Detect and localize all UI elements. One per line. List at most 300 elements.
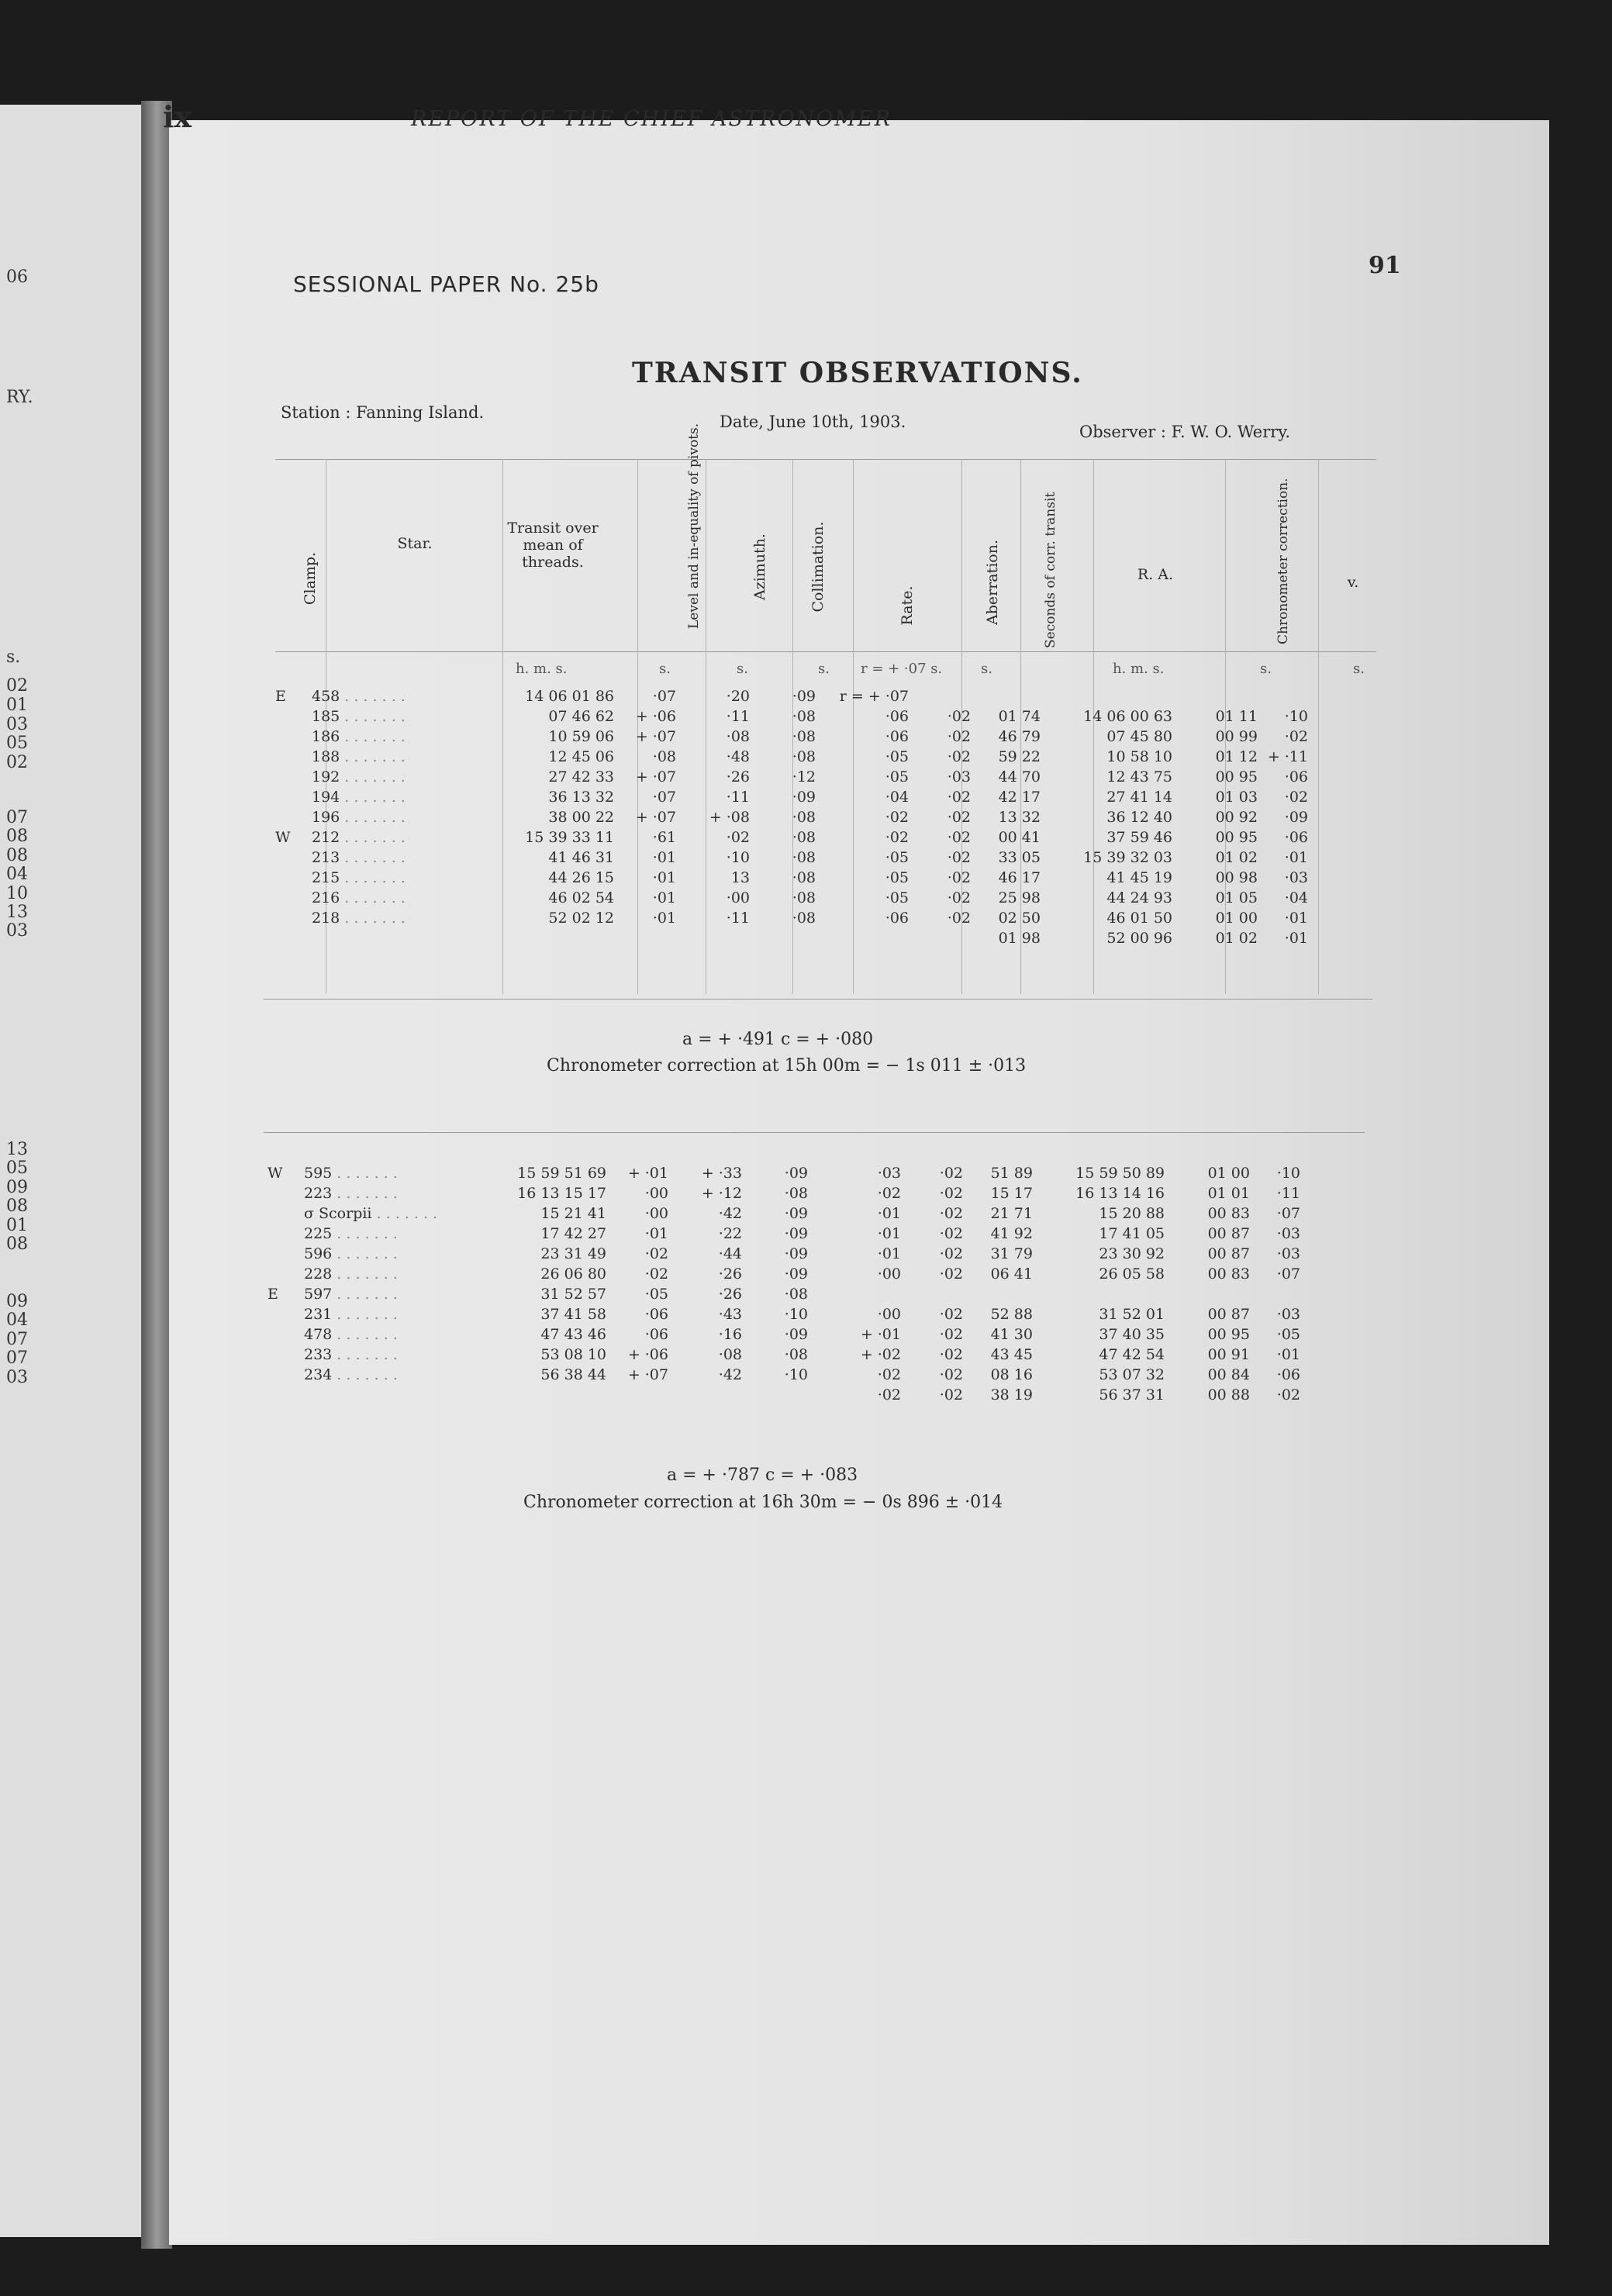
facing-page-fragment: 13 [6, 903, 28, 922]
cell-chron: 01 05 [1215, 889, 1258, 906]
col-transit: Transit over mean of threads. [507, 520, 599, 571]
cell-col: ·08 [792, 849, 816, 866]
cell-ra: 46 01 50 [1106, 910, 1172, 927]
col-rule [1318, 459, 1319, 994]
table-row [268, 1203, 1300, 1224]
table-row [275, 928, 1308, 948]
cell-ab [909, 686, 971, 706]
cell-ra: 14 06 00 63 [1083, 708, 1172, 725]
cell-star: 225 . . . . . . . [304, 1225, 398, 1242]
cell-az: ·16 [718, 1326, 742, 1343]
cell-chron: 01 02 [1215, 930, 1258, 947]
cell-transit: 15 39 33 11 [525, 829, 614, 846]
cell-ab: ·02 [939, 1306, 963, 1323]
cell-clamp [275, 706, 295, 727]
table-row [268, 1345, 1300, 1365]
cell-rate: r = + ·07 [839, 688, 909, 705]
cell-col: ·08 [792, 889, 816, 906]
cell-transit: 31 52 57 [540, 1286, 606, 1303]
cell-chron: 00 87 [1207, 1245, 1250, 1262]
cell-col: ·08 [792, 869, 816, 886]
cell-rate: ·05 [885, 768, 909, 785]
cell-ra: 07 45 80 [1106, 728, 1172, 745]
cell-v: ·03 [1276, 1245, 1300, 1262]
cell-level: ·61 [652, 829, 676, 846]
facing-page-fragment: 02 [6, 676, 28, 696]
transit-table-2 [268, 1163, 1300, 1405]
transit-table-1 [275, 686, 1308, 948]
cell-az: ·42 [718, 1205, 742, 1222]
leader-dots: . . . . . . . [332, 1286, 398, 1303]
cell-az: ·43 [718, 1306, 742, 1323]
cell-az: ·08 [718, 1346, 742, 1363]
running-title: REPORT OF THE CHIEF ASTRONOMER [411, 107, 892, 131]
cell-rate: ·06 [885, 910, 909, 927]
cell-chron: 00 99 [1215, 728, 1258, 745]
cell-az [668, 1385, 742, 1405]
cell-ab: ·02 [947, 869, 971, 886]
cell-rate: ·04 [885, 789, 909, 806]
cell-chron: 01 11 [1215, 708, 1258, 725]
table-row [275, 767, 1308, 787]
cell-v: ·01 [1276, 1346, 1300, 1363]
observer: Observer : F. W. O. Werry. [1079, 423, 1291, 441]
leader-dots: . . . . . . . [332, 1225, 398, 1242]
cell-v: ·01 [1284, 930, 1308, 947]
leader-dots: . . . . . . . [332, 1245, 398, 1262]
cell-level [614, 928, 676, 948]
cell-sec: 52 88 [990, 1306, 1033, 1323]
cell-col [742, 1385, 808, 1405]
cell-ra: 36 12 40 [1106, 809, 1172, 826]
cell-v: ·02 [1284, 789, 1308, 806]
cell-az: ·48 [726, 748, 750, 765]
cell-level: ·00 [644, 1205, 668, 1222]
cell-clamp: W [275, 829, 291, 846]
cell-v: ·03 [1276, 1306, 1300, 1323]
cell-level: ·02 [644, 1245, 668, 1262]
table-row [275, 706, 1308, 727]
cell-ab: ·03 [947, 768, 971, 785]
cell-rate: ·05 [885, 748, 909, 765]
cell-clamp: E [275, 688, 286, 705]
cell-transit: 52 02 12 [548, 910, 614, 927]
cell-col: ·09 [792, 688, 816, 705]
cell-clamp [268, 1304, 287, 1324]
cell-rate: ·02 [877, 1185, 901, 1202]
cell-clamp: E [268, 1286, 278, 1303]
leader-dots: . . . . . . . [332, 1366, 398, 1383]
cell-ab: ·02 [947, 809, 971, 826]
leader-dots: . . . . . . . [332, 1306, 398, 1323]
cell-rate: ·06 [885, 708, 909, 725]
cell-az: ·08 [726, 728, 750, 745]
header-top-rule [275, 459, 1376, 460]
cell-transit: 36 13 32 [548, 789, 614, 806]
table-row [268, 1163, 1300, 1183]
cell-chron: 01 02 [1215, 849, 1258, 866]
cell-ab: ·02 [939, 1346, 963, 1363]
cell-az: ·02 [726, 829, 750, 846]
cell-level: ·00 [644, 1185, 668, 1202]
cell-ra: 37 59 46 [1106, 829, 1172, 846]
cell-v: ·07 [1276, 1265, 1300, 1283]
cell-col: ·08 [792, 728, 816, 745]
cell-ab: ·02 [939, 1225, 963, 1242]
cell-col: ·09 [792, 789, 816, 806]
cell-ra [1041, 686, 1172, 706]
cell-sec: 02 50 [998, 910, 1041, 927]
cell-chron: 00 87 [1207, 1225, 1250, 1242]
facing-page-fragment: 09 [6, 1178, 28, 1197]
cell-rate: ·02 [877, 1366, 901, 1383]
cell-clamp [268, 1365, 287, 1385]
cell-ab [909, 928, 971, 948]
cell-ra: 10 58 10 [1106, 748, 1172, 765]
cell-star: 194 . . . . . . . [312, 789, 406, 806]
cell-col: ·08 [792, 809, 816, 826]
table-row [268, 1264, 1300, 1284]
cell-transit: 47 43 46 [540, 1326, 606, 1343]
cell-clamp [268, 1244, 287, 1264]
cell-col: ·08 [792, 910, 816, 927]
table-row [268, 1284, 1300, 1304]
unit-label: h. m. s. [1113, 661, 1165, 677]
cell-clamp [275, 868, 295, 888]
cell-v: ·11 [1276, 1185, 1300, 1202]
cell-ra [1033, 1284, 1165, 1304]
cell-chron: 00 98 [1215, 869, 1258, 886]
cell-clamp [268, 1183, 287, 1203]
cell-level: + ·07 [635, 728, 676, 745]
cell-sec: 38 19 [990, 1386, 1033, 1403]
cell-transit: 10 59 06 [548, 728, 614, 745]
leader-dots: . . . . . . . [340, 789, 406, 806]
unit-label: s. [659, 661, 671, 677]
cell-transit: 12 45 06 [548, 748, 614, 765]
cell-sec: 42 17 [998, 789, 1041, 806]
cell-clamp: W [268, 1165, 283, 1182]
cell-ab: ·02 [939, 1245, 963, 1262]
table-row [275, 727, 1308, 747]
leader-dots: . . . . . . . [340, 829, 406, 846]
cell-ra: 56 37 31 [1099, 1386, 1165, 1403]
cell-level: ·08 [652, 748, 676, 765]
col-level: Level and in-equality of pivots. [686, 423, 702, 629]
cell-col: ·12 [792, 768, 816, 785]
cell-az: ·00 [726, 889, 750, 906]
cell-chron: 00 92 [1215, 809, 1258, 826]
cell-az: + ·33 [701, 1165, 742, 1182]
cell-level: ·01 [652, 910, 676, 927]
cell-star: 231 . . . . . . . [304, 1306, 398, 1323]
cell-chron: 00 91 [1207, 1346, 1250, 1363]
cell-sec: 41 30 [990, 1326, 1033, 1343]
cell-ra: 26 05 58 [1099, 1265, 1165, 1283]
cell-ra: 16 13 14 16 [1075, 1185, 1165, 1202]
cell-sec: 01 74 [998, 708, 1041, 725]
cell-ab: ·02 [947, 829, 971, 846]
cell-star: 458 . . . . . . . [312, 688, 406, 705]
leader-dots: . . . . . . . [340, 869, 406, 886]
cell-ab [901, 1284, 963, 1304]
cell-v: ·10 [1284, 708, 1308, 725]
unit-label: s. [1260, 661, 1272, 677]
cell-rate: ·01 [877, 1245, 901, 1262]
section-label: ix [163, 99, 192, 134]
table-row [275, 848, 1308, 868]
cell-transit: 46 02 54 [548, 889, 614, 906]
cell-transit [482, 928, 614, 948]
col-aberration: Aberration. [984, 539, 1001, 626]
leader-dots: . . . . . . . [332, 1326, 398, 1343]
cell-col: ·09 [784, 1165, 808, 1182]
table-1-bottom-rule [264, 999, 1372, 1000]
cell-level: + ·06 [627, 1346, 668, 1363]
cell-col: ·10 [784, 1306, 808, 1323]
facing-page-fragment: 03 [6, 1368, 28, 1387]
page-number: 91 [1369, 252, 1401, 279]
cell-clamp [275, 888, 295, 908]
cell-sec [963, 1284, 1033, 1304]
cell-star: 213 . . . . . . . [312, 849, 406, 866]
cell-v: ·01 [1284, 910, 1308, 927]
facing-page-fragment: 08 [6, 1234, 28, 1254]
cell-sec: 13 32 [998, 809, 1041, 826]
cell-level: + ·07 [635, 768, 676, 785]
facing-page-fragment: 04 [6, 1310, 28, 1330]
cell-star: 215 . . . . . . . [312, 869, 406, 886]
cell-v: ·02 [1284, 728, 1308, 745]
cell-az: + ·12 [701, 1185, 742, 1202]
cell-chron: 00 95 [1207, 1326, 1250, 1343]
cell-sec: 33 05 [998, 849, 1041, 866]
cell-rate [816, 928, 909, 948]
cell-transit: 15 21 41 [540, 1205, 606, 1222]
unit-label: s. [818, 661, 830, 677]
leader-dots: . . . . . . . [340, 728, 406, 745]
cell-az [676, 928, 750, 948]
cell-transit: 23 31 49 [540, 1245, 606, 1262]
cell-sec: 46 79 [998, 728, 1041, 745]
leader-dots: . . . . . . . [371, 1205, 438, 1222]
cell-ra: 44 24 93 [1106, 889, 1172, 906]
cell-az: ·11 [726, 910, 750, 927]
unit-label: s. [1353, 661, 1365, 677]
cell-sec: 08 16 [990, 1366, 1033, 1383]
cell-ab: ·02 [939, 1326, 963, 1343]
cell-chron: 00 87 [1207, 1306, 1250, 1323]
cell-v: ·10 [1276, 1165, 1300, 1182]
cell-transit [475, 1385, 606, 1405]
leader-dots: . . . . . . . [340, 748, 406, 765]
facing-page-fragment: 03 [6, 715, 28, 734]
cell-level: ·07 [652, 789, 676, 806]
cell-az: ·44 [718, 1245, 742, 1262]
cell-clamp [275, 908, 295, 928]
col-seconds: Seconds of corr. transit [1043, 492, 1058, 648]
cell-transit: 38 00 22 [548, 809, 614, 826]
cell-rate: ·02 [885, 829, 909, 846]
cell-rate: ·05 [885, 869, 909, 886]
cell-clamp [275, 787, 295, 807]
cell-ra: 15 20 88 [1099, 1205, 1165, 1222]
cell-ra: 15 59 50 89 [1075, 1165, 1165, 1182]
cell-sec: 01 98 [998, 930, 1041, 947]
cell-chron [1165, 1284, 1250, 1304]
cell-clamp [268, 1264, 287, 1284]
table-row [275, 888, 1308, 908]
table-row [275, 908, 1308, 928]
cell-transit: 27 42 33 [548, 768, 614, 785]
cell-ra: 41 45 19 [1106, 869, 1172, 886]
cell-level: + ·07 [635, 809, 676, 826]
cell-transit: 44 26 15 [548, 869, 614, 886]
cell-ra: 27 41 14 [1106, 789, 1172, 806]
cell-chron: 00 83 [1207, 1205, 1250, 1222]
cell-rate: ·02 [885, 809, 909, 826]
table-row [268, 1183, 1300, 1203]
col-clamp: Clamp. [302, 551, 319, 606]
cell-az: ·11 [726, 708, 750, 725]
col-ra: R. A. [1137, 566, 1174, 583]
col-v: v. [1347, 574, 1359, 591]
cell-az: ·26 [718, 1265, 742, 1283]
table-row [268, 1365, 1300, 1385]
cell-rate: ·05 [885, 889, 909, 906]
unit-label: r = + ·07 s. [861, 661, 943, 677]
cell-v: ·03 [1284, 869, 1308, 886]
cell-v: ·06 [1284, 768, 1308, 785]
cell-ab: ·02 [939, 1366, 963, 1383]
cell-col: ·08 [784, 1286, 808, 1303]
leader-dots: . . . . . . . [340, 849, 406, 866]
cell-chron: 01 00 [1207, 1165, 1250, 1182]
cell-ab: ·02 [947, 849, 971, 866]
table-row [275, 686, 1308, 706]
cell-level: ·02 [644, 1265, 668, 1283]
cell-col [750, 928, 816, 948]
table-row [275, 868, 1308, 888]
cell-level: ·05 [644, 1286, 668, 1303]
cell-v: ·07 [1276, 1205, 1300, 1222]
cell-transit: 56 38 44 [540, 1366, 606, 1383]
facing-page-fragment: 03 [6, 921, 28, 941]
cell-az: ·20 [726, 688, 750, 705]
cell-col: ·09 [784, 1205, 808, 1222]
facing-page-fragment: s. [6, 647, 21, 667]
cell-chron: 00 95 [1215, 768, 1258, 785]
cell-sec: 21 71 [990, 1205, 1033, 1222]
cell-rate: ·00 [877, 1306, 901, 1323]
cell-az: 13 [730, 869, 750, 886]
cell-az: ·26 [718, 1286, 742, 1303]
cell-level: ·01 [644, 1225, 668, 1242]
facing-page-fragment: RY. [6, 388, 33, 407]
cell-star: 186 . . . . . . . [312, 728, 406, 745]
cell-col: ·08 [784, 1346, 808, 1363]
cell-clamp [268, 1224, 287, 1244]
cell-star: 196 . . . . . . . [312, 809, 406, 826]
facing-page-fragment: 08 [6, 1196, 28, 1216]
cell-clamp [275, 747, 295, 767]
cell-ra: 23 30 92 [1099, 1245, 1165, 1262]
cell-transit: 26 06 80 [540, 1265, 606, 1283]
cell-ab: ·02 [947, 728, 971, 745]
cell-az: ·26 [726, 768, 750, 785]
cell-v [1258, 686, 1308, 706]
facing-page-fragment: 06 [6, 268, 28, 287]
leader-dots: . . . . . . . [340, 809, 406, 826]
cell-chron: 00 95 [1215, 829, 1258, 846]
cell-star: σ Scorpii . . . . . . . [304, 1205, 438, 1222]
table-row [268, 1224, 1300, 1244]
cell-chron: 01 01 [1207, 1185, 1250, 1202]
leader-dots: . . . . . . . [332, 1265, 398, 1283]
cell-level: ·06 [644, 1306, 668, 1323]
cell-az: ·42 [718, 1366, 742, 1383]
cell-clamp [268, 1324, 287, 1345]
cell-v: ·01 [1284, 849, 1308, 866]
cell-ab: ·02 [939, 1165, 963, 1182]
cell-sec: 25 98 [998, 889, 1041, 906]
cell-sec: 59 22 [998, 748, 1041, 765]
cell-rate: + ·02 [860, 1346, 901, 1363]
leader-dots: . . . . . . . [332, 1165, 398, 1182]
page-title: TRANSIT OBSERVATIONS. [632, 357, 1083, 389]
cell-rate: ·06 [885, 728, 909, 745]
cell-star: 223 . . . . . . . [304, 1185, 398, 1202]
cell-v: ·02 [1276, 1386, 1300, 1403]
cell-az: ·22 [718, 1225, 742, 1242]
cell-col: ·08 [784, 1185, 808, 1202]
cell-ra: 15 39 32 03 [1083, 849, 1172, 866]
cell-ab: ·02 [939, 1185, 963, 1202]
cell-sec [971, 686, 1041, 706]
cell-star: 185 . . . . . . . [312, 708, 406, 725]
cell-rate: ·02 [877, 1386, 901, 1403]
cell-star: 228 . . . . . . . [304, 1265, 398, 1283]
table-row [275, 827, 1308, 848]
cell-ra: 52 00 96 [1106, 930, 1172, 947]
col-rate: Rate. [899, 585, 916, 626]
cell-sec: 43 45 [990, 1346, 1033, 1363]
table-1-chronometer-correction: Chronometer correction at 15h 00m = − 1s 011 ± ·013 [547, 1056, 1027, 1075]
cell-transit: 17 42 27 [540, 1225, 606, 1242]
cell-az: + ·08 [709, 809, 750, 826]
cell-star: 234 . . . . . . . [304, 1366, 398, 1383]
cell-level: + ·06 [635, 708, 676, 725]
cell-ab: ·02 [939, 1205, 963, 1222]
facing-page-fragment: 08 [6, 827, 28, 846]
cell-chron: 00 84 [1207, 1366, 1250, 1383]
unit-label: h. m. s. [516, 661, 568, 677]
cell-col: ·09 [784, 1225, 808, 1242]
cell-chron: 01 00 [1215, 910, 1258, 927]
cell-star: 478 . . . . . . . [304, 1326, 398, 1343]
cell-star: 233 . . . . . . . [304, 1346, 398, 1363]
cell-level: ·07 [652, 688, 676, 705]
col-azimuth: Azimuth. [751, 533, 768, 600]
cell-star: 192 . . . . . . . [312, 768, 406, 785]
cell-transit: 37 41 58 [540, 1306, 606, 1323]
cell-rate [808, 1284, 901, 1304]
cell-star [295, 928, 482, 948]
table-row [275, 747, 1308, 767]
cell-col: ·08 [792, 748, 816, 765]
unit-label: s. [737, 661, 748, 677]
cell-ab: ·02 [947, 889, 971, 906]
